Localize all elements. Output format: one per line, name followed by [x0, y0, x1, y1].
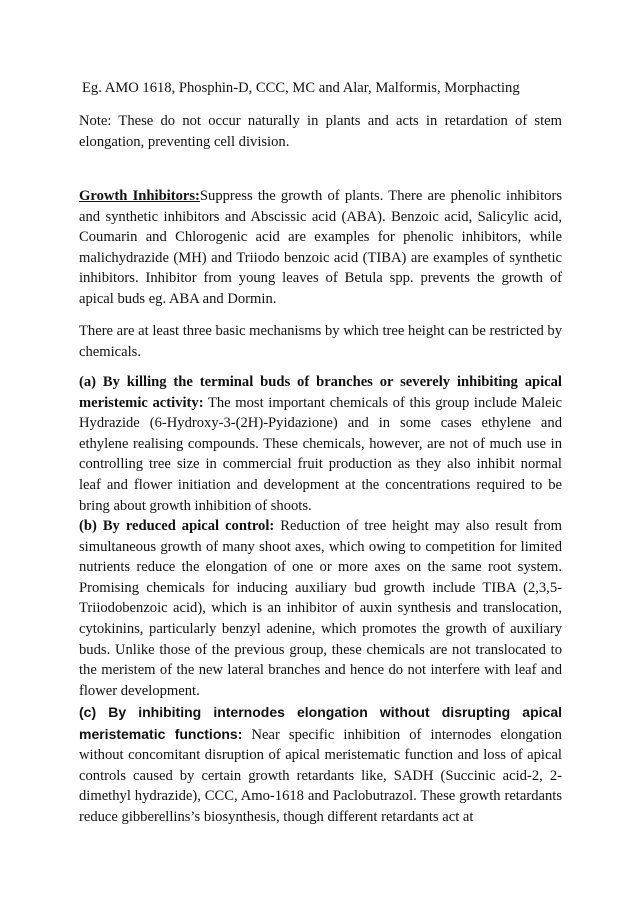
example-line: Eg. AMO 1618, Phosphin-D, CCC, MC and Alar, Malformis, Morphacting: [82, 80, 520, 96]
mechanism-a-heading: (a) By killing the terminal buds of branches or severely inhibiting apical meristemic activity:: [79, 374, 562, 411]
mechanisms-intro-paragraph: There are at least three basic mechanisms by which tree height can be restricted by chemicals.: [79, 323, 563, 360]
mechanism-c-heading: (c) By inhibiting internodes elongation without disrupting apical meristematic functions:: [79, 704, 562, 742]
mechanism-c-text: Near specific inhibition of internodes elongation without concomitant disruption of apical meristematic function and loss of apical controls caused by certain growth retardants like, SADH (Succinic acid-2, 2-dimethyl hydrazide), CCC, Amo-1618 and Paclobutrazol. These growth retardants reduce gibberellins’s biosynthesis, though different retardants act at: [79, 726, 562, 825]
mechanism-b-text: Reduction of tree height may also result from simultaneous growth of many shoot axes, which owing to competition for limited nutrients reduce the elongation of one or more axes on the same root system. Promising chemicals for inducing auxiliary bud growth include TIBA (2,3,5-Triiodobenzoic acid), which is an inhibitor of auxin synthesis and translocation, cytokinins, particularly benzyl adenine, which promotes the growth of auxiliary buds. Unlike those of the previous group, these chemicals are not translocated to the meristem of the new lateral branches and hence do not interfere with leaf and flower development.: [79, 518, 562, 699]
mechanism-a-text: The most important chemicals of this group include Maleic Hydrazide (6-Hydroxy-3-(2H)-Pyidazione) and in some cases ethylene and ethylene realising compounds. These chemicals, however, are not of much use in controlling tree size in commercial fruit production as they also inhibit normal leaf and flower initiation and development at the concentrations required to be bring about growth inhibition of shoots.: [79, 394, 563, 514]
mechanism-a-paragraph: [79, 372, 562, 516]
mechanism-c-paragraph: [79, 702, 562, 828]
note-paragraph: Note: These do not occur naturally in plants and acts in retardation of stem elongation, preventing cell division.: [79, 113, 562, 150]
mechanism-b-heading: (b) By reduced apical control:: [79, 518, 275, 534]
growth-inhibitors-text: Suppress the growth of plants. There are phenolic inhibitors and synthetic inhibitors and Abscissic acid (ABA). Benzoic acid, Salicylic acid, Coumarin and Chlorogenic acid are examples for phenolic inhibitors, while malichydrazide (MH) and Triiodo benzoic acid (TIBA) are examples of synthetic inhibitors. Inhibitor from young leaves of Betula spp. prevents the growth of apical buds eg. ABA and Dormin.: [79, 188, 562, 307]
growth-inhibitors-heading: Growth Inhibitors:: [79, 188, 200, 204]
mechanism-b-paragraph: [79, 516, 562, 701]
growth-inhibitors-paragraph: [79, 186, 562, 310]
